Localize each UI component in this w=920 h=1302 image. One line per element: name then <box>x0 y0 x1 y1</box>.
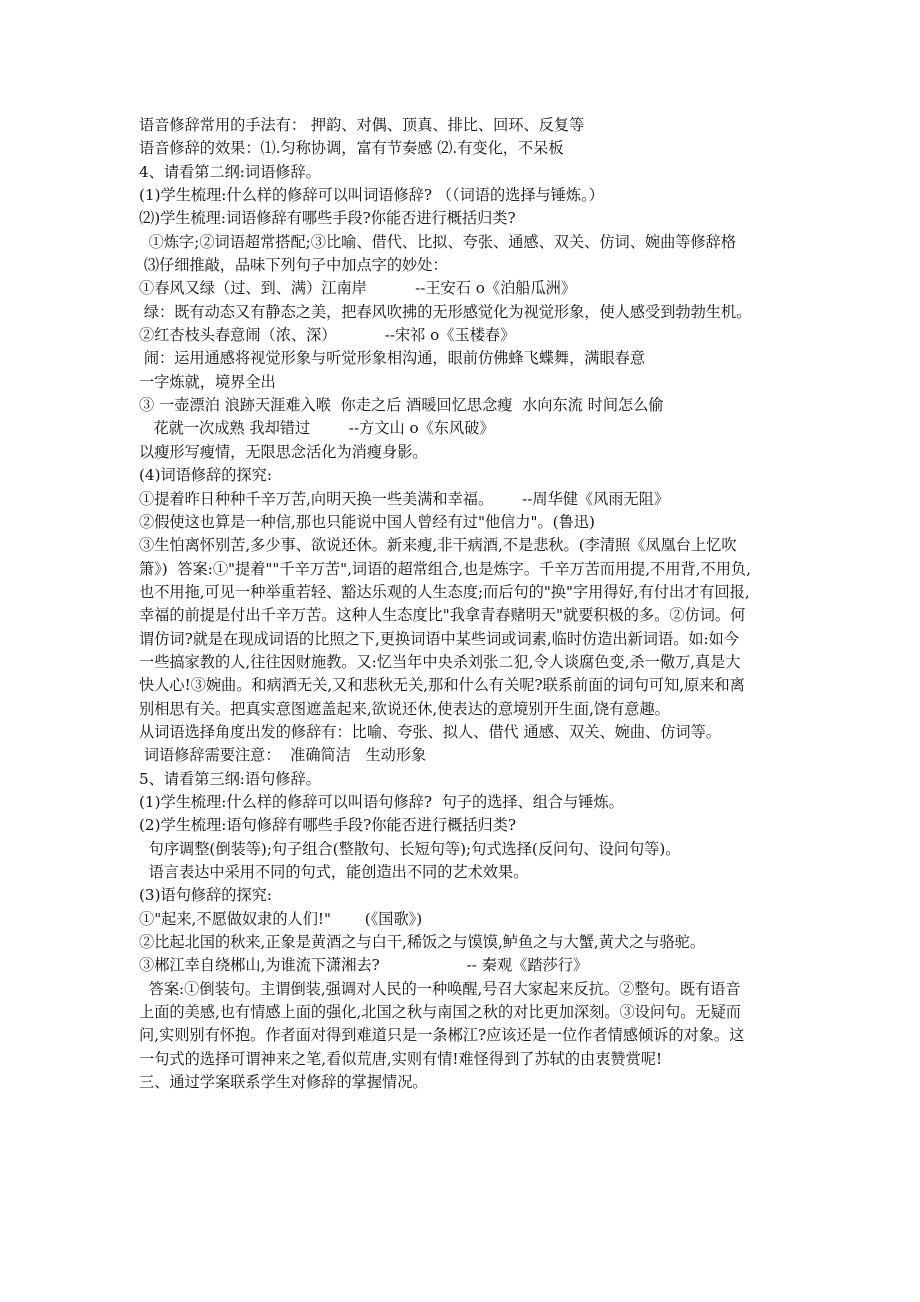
text-line: ①"起来,不愿做奴隶的人们!" (《国歌》) <box>139 909 423 928</box>
text-line: ⑵)学生梳理:词语修辞有哪些手段?你能否进行概括归类? <box>139 209 516 228</box>
text-line: 闹：运用通感将视觉形象与听觉形象相沟通，眼前仿佛蜂飞蝶舞，满眼春意 <box>139 349 646 368</box>
text-line: 语音修辞常用的手法有： 押韵、对偶、顶真、排比、回环、反复等 <box>139 116 585 134</box>
text-line: 绿：既有动态又有静态之美，把春风吹拂的无形感觉化为视觉形象，使人感受到勃勃生机。 <box>139 302 752 321</box>
text-line: ⑶仔细推敲，品味下列句子中加点字的妙处： <box>139 256 448 275</box>
text-line: 从词语选择角度出发的修辞有：比喻、夸张、拟人、借代 通感、双关、婉曲、仿词等。 <box>139 722 721 741</box>
text-line: 词语修辞需要注意： 准确简洁 生动形象 <box>139 746 427 765</box>
text-line: 别相思有关。把真实意图遮盖起来,欲说还休,使表达的意境别开生面,饶有意趣。 <box>139 699 670 718</box>
text-line: 以瘦形写瘦情，无限思念活化为消瘦身影。 <box>139 442 428 461</box>
text-line: ③郴江幸自绕郴山,为谁流下潇湘去? -- 秦观《踏莎行》 <box>139 956 589 975</box>
text-line: (3)语句修辞的探究: <box>139 886 272 905</box>
text-line: 答案:①倒装句。主谓倒装,强调对人民的一种唤醒,号召大家起来反抗。②整句。既有语音 <box>139 979 741 998</box>
text-line: (1)学生梳理:什么样的修辞可以叫语句修辞? 句子的选择、组合与锤炼。 <box>139 792 624 811</box>
text-line: 一句式的选择可谓神来之笔,看似荒唐,实则有情!难怪得到了苏轼的由衷赞赏呢! <box>139 1049 663 1068</box>
text-line: 语言表达中采用不同的句式，能创造出不同的艺术效果。 <box>139 863 529 881</box>
text-line: 箫》) 答案:①"提着""千辛万苦",词语的超常组合,也是炼字。千辛万苦而用提,不用背,不用负, <box>139 559 751 578</box>
text-line: ③生怕离怀别苦,多少事、欲说还休。新来瘦,非干病酒,不是悲秋。(李清照《凤凰台上忆吹 <box>139 536 737 555</box>
text-line: 4、请看第二纲:词语修辞。 <box>139 162 321 181</box>
text-line: 也不用拖,可见一种举重若轻、豁达乐观的人生态度;而后句的"换"字用得好,有付出才有回报, <box>139 582 750 601</box>
text-line: ②假使这也算是一种信,那也只能说中国人曾经有过"他信力"。(鲁迅) <box>139 512 595 531</box>
text-line: ①提着昨日种种千辛万苦,向明天换一些美满和幸福。 --周华健《风雨无阻》 <box>139 489 670 508</box>
text-line: 一些搞家教的人,往往因财施教。又:忆当年中央杀刘张二犯,令人谈腐色变,杀一儆万,真是大 <box>139 652 741 671</box>
text-line: ①春风又绿（过、到、满）江南岸 --王安石 o《泊船瓜洲》 <box>139 279 577 298</box>
text-line: 谓仿词?就是在现成词语的比照之下,更换词语中某些词或词素,临时仿造出新词语。如:如今 <box>139 629 740 648</box>
text-line: 快人心!③婉曲。和病酒无关,又和悲秋无关,那和什么有关呢?联系前面的词句可知,原来和离 <box>139 676 745 695</box>
text-line: 5、请看第三纲:语句修辞。 <box>139 769 321 788</box>
text-line: ③ 一壶漂泊 浪跡天涯难入喉 你走之后 酒暖回忆思念瘦 水向东流 时间怎么偷 <box>139 396 664 415</box>
text-line: (1)学生梳理:什么样的修辞可以叫词语修辞? （（词语的选择与锤炼。） <box>139 186 604 205</box>
text-line: 幸福的前提是付出千辛万苦。这种人生态度比"我拿青春赌明天"就要积极的多。②仿词。何 <box>139 606 746 625</box>
text-line: 三、通过学案联系学生对修辞的掌握情况。 <box>139 1073 428 1092</box>
text-line: 语音修辞的效果：⑴.匀称协调，富有节奏感 ⑵.有变化，不呆板 <box>139 139 564 158</box>
text-line: (2)学生梳理:语句修辞有哪些手段?你能否进行概括归类? <box>139 816 517 835</box>
text-line: 问,实则别有怀抱。作者面对得到难道只是一条郴江?应该还是一位作者情感倾诉的对象。这 <box>139 1026 745 1045</box>
text-line: ②比起北国的秋来,正象是黄酒之与白干,稀饭之与馍馍,鲈鱼之与大蟹,黄犬之与骆驼。 <box>139 933 706 952</box>
text-line: 上面的美感,也有情感上面的强化,北国之秋与南国之秋的对比更加深刻。③设问句。无疑而 <box>139 1003 741 1022</box>
text-line: ②红杏枝头春意闹（浓、深） --宋祁 o《玉楼春》 <box>139 326 516 345</box>
text-line: 一字炼就，境界全出 <box>139 372 276 391</box>
text-line: 花就一次成熟 我却错过 --方文山 o《东风破》 <box>139 419 495 438</box>
text-line: (4)词语修辞的探究: <box>139 466 272 485</box>
text-line: 句序调整(倒装等);句子组合(整散句、长短句等);句式选择(反问句、设问句等)。 <box>139 839 681 858</box>
document-body <box>139 114 789 1094</box>
text-line: ①炼字;②词语超常搭配;③比喻、借代、比拟、夸张、通感、双关、仿词、婉曲等修辞格 <box>139 232 737 251</box>
